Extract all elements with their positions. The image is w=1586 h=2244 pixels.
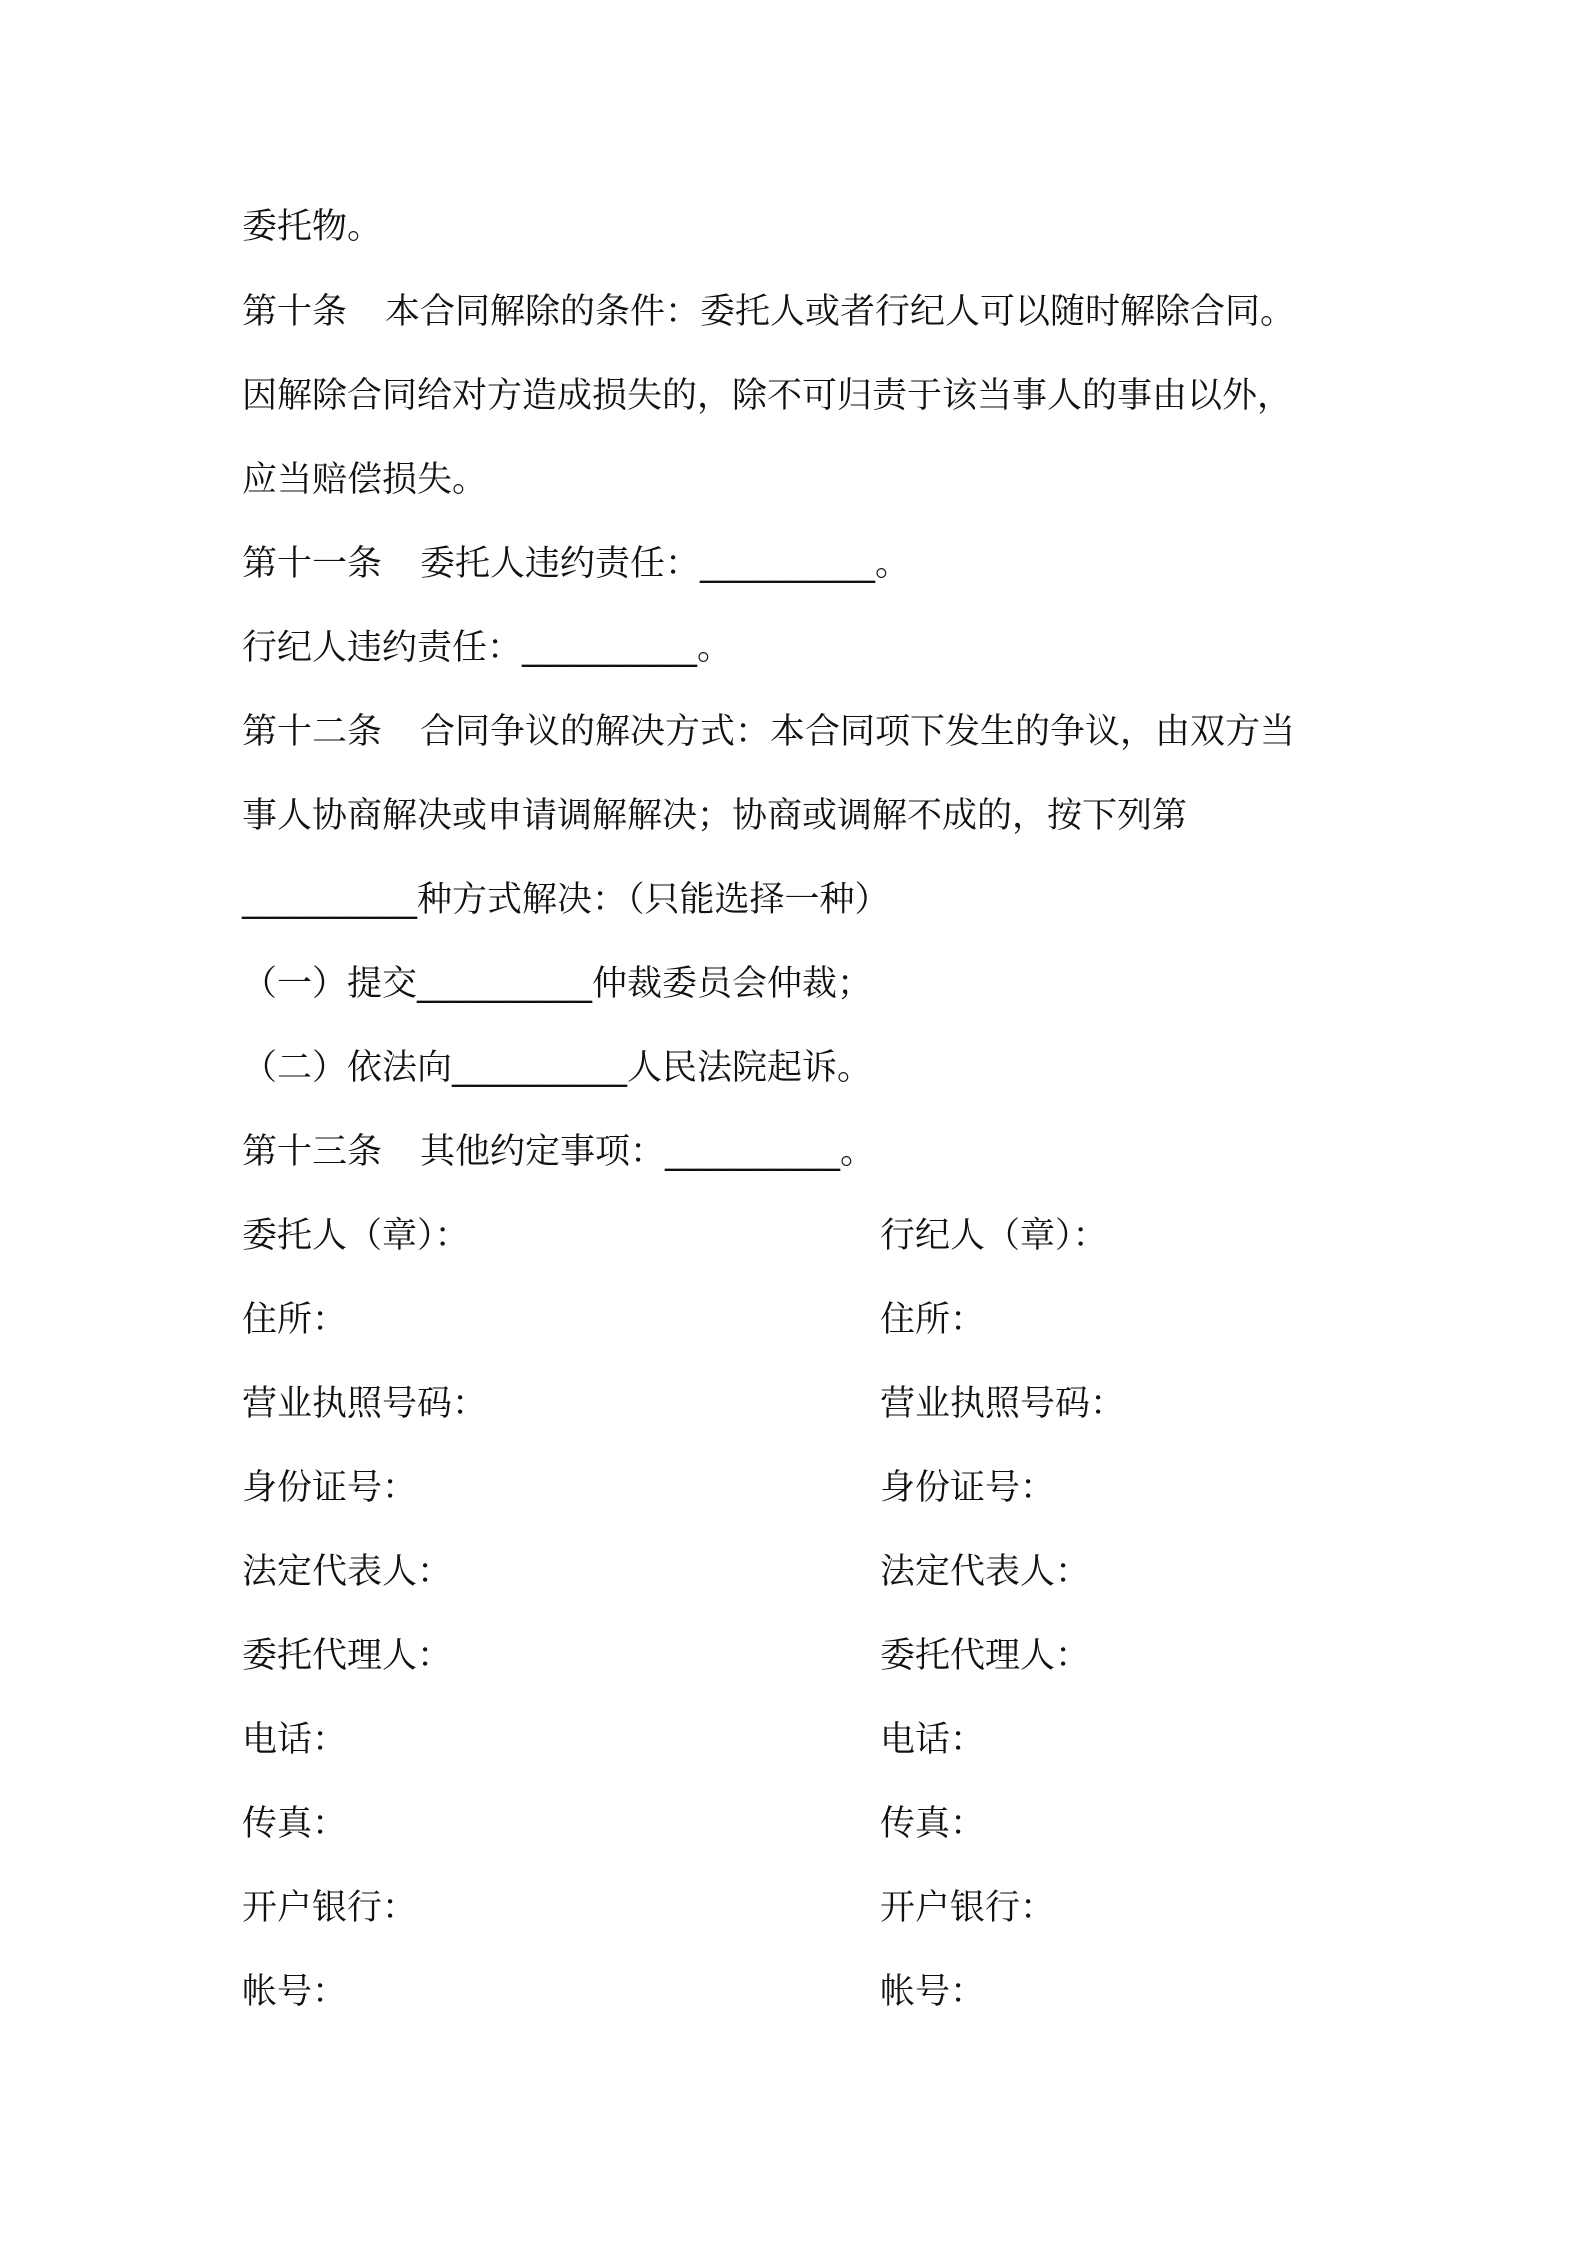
principal-address-label: 住所： <box>242 1300 348 1340</box>
signature-row-fax <box>242 1800 1372 1848</box>
signature-row-license <box>242 1380 1372 1428</box>
article-10-line-3 <box>242 456 1372 504</box>
article-label: 第十条 <box>242 292 348 332</box>
signature-row-legal-rep <box>242 1548 1372 1596</box>
signature-row-id <box>242 1464 1372 1512</box>
article-12-option-2 <box>242 1044 1372 1092</box>
option-text: （一）提交__________仲裁委员会仲裁； <box>242 964 873 1004</box>
article-12 <box>242 708 1372 756</box>
paragraph-text: 因解除合同给对方造成损失的，除不可归责于该当事人的事由以外， <box>242 376 1293 416</box>
article-12-line-2 <box>242 792 1372 840</box>
article-label: 第十二条 <box>242 712 383 752</box>
broker-agent-label: 委托代理人： <box>880 1636 1091 1676</box>
article-text: 合同争议的解决方式：本合同项下发生的争议，由双方当 <box>420 712 1296 752</box>
broker-phone-label: 电话： <box>880 1720 986 1760</box>
principal-seal-label: 委托人（章）： <box>242 1216 470 1256</box>
paragraph-text: 事人协商解决或申请调解解决；协商或调解不成的，按下列第 <box>242 796 1188 836</box>
broker-address-label: 住所： <box>880 1300 986 1340</box>
broker-seal-label: 行纪人（章）： <box>880 1216 1108 1256</box>
signature-row-address <box>242 1296 1372 1344</box>
article-10 <box>242 288 1372 336</box>
paragraph-text: 委托物。 <box>242 207 383 247</box>
article-12-line-3 <box>242 876 1372 924</box>
broker-fax-label: 传真： <box>880 1804 986 1844</box>
broker-bank-label: 开户银行： <box>880 1888 1056 1928</box>
article-text: 其他约定事项：__________。 <box>420 1132 876 1172</box>
principal-id-label: 身份证号： <box>242 1468 418 1508</box>
article-label: 第十三条 <box>242 1132 383 1172</box>
principal-bank-label: 开户银行： <box>242 1888 418 1928</box>
signature-row-account <box>242 1968 1372 2016</box>
principal-phone-label: 电话： <box>242 1720 348 1760</box>
paragraph-text: 应当赔偿损失。 <box>242 460 488 500</box>
paragraph-text: __________种方式解决：（只能选择一种） <box>242 880 890 920</box>
article-11-line-2 <box>242 624 1372 672</box>
broker-id-label: 身份证号： <box>880 1468 1056 1508</box>
article-11 <box>242 540 1372 588</box>
article-text: 本合同解除的条件：委托人或者行纪人可以随时解除合同。 <box>385 292 1296 332</box>
broker-license-label: 营业执照号码： <box>880 1384 1126 1424</box>
broker-legal-rep-label: 法定代表人： <box>880 1552 1091 1592</box>
principal-agent-label: 委托代理人： <box>242 1636 453 1676</box>
signature-row-seal <box>242 1212 1372 1260</box>
signature-row-phone <box>242 1716 1372 1764</box>
article-12-option-1 <box>242 960 1372 1008</box>
article-10-line-2 <box>242 372 1372 420</box>
article-text: 委托人违约责任：__________。 <box>420 544 911 584</box>
article-label: 第十一条 <box>242 544 383 584</box>
principal-license-label: 营业执照号码： <box>242 1384 488 1424</box>
broker-account-label: 帐号： <box>880 1972 986 2012</box>
principal-account-label: 帐号： <box>242 1972 348 2012</box>
paragraph-continuation <box>242 203 1372 251</box>
paragraph-text: 行纪人违约责任：__________。 <box>242 628 733 668</box>
signature-row-bank <box>242 1884 1372 1932</box>
principal-legal-rep-label: 法定代表人： <box>242 1552 453 1592</box>
signature-row-agent <box>242 1632 1372 1680</box>
option-text: （二）依法向__________人民法院起诉。 <box>242 1048 873 1088</box>
article-13 <box>242 1128 1372 1176</box>
principal-fax-label: 传真： <box>242 1804 348 1844</box>
